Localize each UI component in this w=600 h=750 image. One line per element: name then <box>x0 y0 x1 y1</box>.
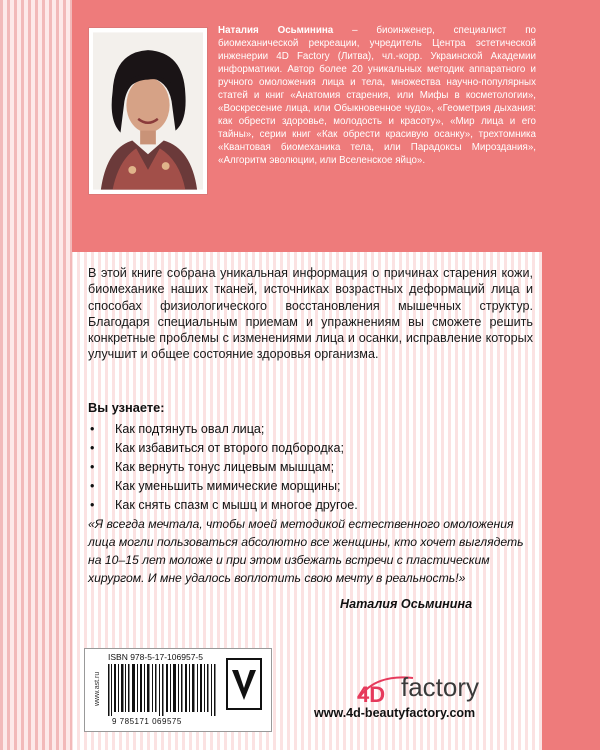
bullet-icon: • <box>90 479 95 493</box>
list-item: • Как подтянуть овал лица; <box>90 420 358 439</box>
list-item: • Как снять спазм с мышц и многое другое. <box>90 496 358 515</box>
learn-list <box>90 420 358 515</box>
quote-author: Наталия Осьминина <box>340 597 473 611</box>
list-item: • Как вернуть тонус лицевым мышцам; <box>90 458 358 477</box>
book-description: В этой книге собрана уникальная информация о причинах старения кожи, биомеханике наших тканей, источниках возрастных деформаций лица и способах физиологического восстановления мышечных структур. Благодаря специальным приемам и упражнениям вы сможете решить конкретные проблемы с изменениями лица и осанки, исправление которых улучшит и общее состояние здоровья организма. <box>88 266 533 362</box>
isbn-text: ISBN 978-5-17-106957-5 <box>108 652 203 662</box>
logo-factory-text: factory <box>401 672 480 702</box>
4d-factory-logo <box>355 668 515 708</box>
bullet-icon: • <box>90 498 95 512</box>
author-bio <box>218 24 536 167</box>
bullet-icon: • <box>90 422 95 436</box>
list-item: • Как уменьшить мимические морщины; <box>90 477 358 496</box>
list-item: • Как избавиться от второго подбородка; <box>90 439 358 458</box>
barcode-number: 9 785171 069575 <box>112 717 182 726</box>
learn-title: Вы узнаете: <box>88 400 165 415</box>
publisher-site: www.ast.ru <box>94 671 101 707</box>
author-portrait-image <box>93 32 203 190</box>
author-quote: «Я всегда мечтала, чтобы моей методикой естественного омоложения лица могли пользоваться абсолютно все женщины, кто хочет выглядеть на 10–15 лет моложе и при этом избежать встречи с пластическим хирургом. И мне удалось воплотить свою мечту в реальность!» <box>88 517 524 585</box>
bullet-icon: • <box>90 460 95 474</box>
author-photo <box>88 27 208 195</box>
website-link[interactable]: www.4d-beautyfactory.com <box>314 706 476 720</box>
author-name: Наталия Осьминина <box>218 25 334 36</box>
right-color-band <box>542 0 600 750</box>
author-bio-text: – биоинженер, специалист по биомеханической рекреации, учредитель Центра эстетической инженерии 4D Factory (Литва), чл.-корр. Украинской Академии информатики. Автор более 20 уникальных методик аппаратного и ручного омоложения лица и тела, множества научно-популярных статей и книг «Анатомия старения, или Мифы в косметологии», «Воскресение лица, или Обыкновенное чудо», «Геометрия дыхания: как обрести здоровье, молодость и красоту», «Мир лица и его тайны», серии книг «Как обрести красивую осанку», трехтомника «Квантовая биомеханика тела, или Парадоксы Мироздания», «Алгоритм эволюции, или Вселенское яйцо». <box>218 25 537 166</box>
publisher-v-logo <box>226 658 262 710</box>
v-logo-icon <box>228 660 260 708</box>
bullet-icon: • <box>90 441 95 455</box>
left-stripe-band <box>0 0 72 750</box>
barcode-icon <box>108 664 220 716</box>
logo-4d-text: 4D <box>357 682 386 707</box>
